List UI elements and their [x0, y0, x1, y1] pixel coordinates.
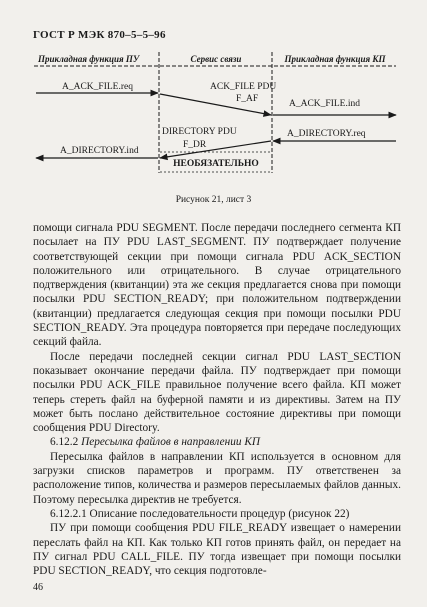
- section-number: 6.12.2: [50, 436, 79, 449]
- sequence-diagram: [0, 0, 427, 195]
- paragraph: Пересылка файлов в направлении КП используется в основном для загрузки списков параметров и программ. ПУ ответственен за расположение типов, количества и размеров пересылаемых файлов данных. Поэтому пересылка директив не требуется.: [33, 450, 401, 506]
- figure-caption: Рисунок 21, лист 3: [175, 195, 252, 205]
- column-label-middle: Сервис связи: [190, 54, 242, 64]
- msg2-left-label: A_DIRECTORY.ind: [60, 146, 139, 156]
- paragraph: ПУ при помощи сообщения PDU FILE_READY извещает о намерении переслать файл на КП. Как только КП готов принять файл, он передает на ПУ сигнал PDU CALL_FILE. ПУ тогда извещает при помощи посылки PDU SECTION_READY, что секция подготовле-: [33, 522, 401, 578]
- section-heading: [33, 435, 401, 449]
- paragraph: 6.12.2.1 Описание последовательности процедур (рисунок 22): [50, 507, 350, 520]
- document-header: ГОСТ Р МЭК 870–5–5–96: [33, 29, 166, 41]
- msg1-mid-label-1: ACK_FILE PDU: [210, 82, 277, 92]
- column-label-right: Прикладная функция КП: [284, 54, 386, 64]
- msg1-right-label: A_ACK_FILE.ind: [289, 99, 360, 109]
- msg1-left-label: A_ACK_FILE.req: [62, 82, 133, 92]
- section-title: Пересылка файлов в направлении КП: [81, 436, 261, 449]
- body-text: [33, 221, 401, 578]
- paragraph: После передачи последней секции сигнал PDU LAST_SECTION показывает окончание передачи файла. ПУ подтверждает при помощи посылки PDU ACK_FILE правильное получение всего файла. КП может теперь стереть файл на буферной памяти и из директивы. Затем на ПУ может быть послано действительное состояние директивы при помощи сообщения PDU Directory.: [33, 350, 401, 435]
- paragraph: помощи сигнала PDU SEGMENT. После передачи последнего сегмента КП посылает на ПУ PDU LAST_SEGMENT. ПУ подтверждает получение соответствующей секции при помощи сигнала PDU ACK_SECTION положительного или отрицательного. В случае отрицательного подтверждения (квитанции) эта же секция предлагается снова при помощи посылки PDU SECTION_READY; при положительном подтверждении (квитанции) предлагается следующая секция при помощи посылки PDU SECTION_READY. Эта процедура повторяется при передаче последующих секций файла.: [33, 222, 401, 349]
- msg2-arrow-middle: [160, 141, 271, 158]
- msg2-right-label: A_DIRECTORY.req: [287, 129, 366, 139]
- msg1-mid-label-2: F_AF: [236, 94, 259, 104]
- column-label-left: Прикладная функция ПУ: [38, 54, 140, 64]
- page-number: 46: [33, 582, 43, 593]
- msg2-mid-label-2: F_DR: [183, 140, 207, 150]
- optional-label: НЕОБЯЗАТЕЛЬНО: [173, 159, 259, 169]
- msg2-mid-label-1: DIRECTORY PDU: [162, 127, 237, 137]
